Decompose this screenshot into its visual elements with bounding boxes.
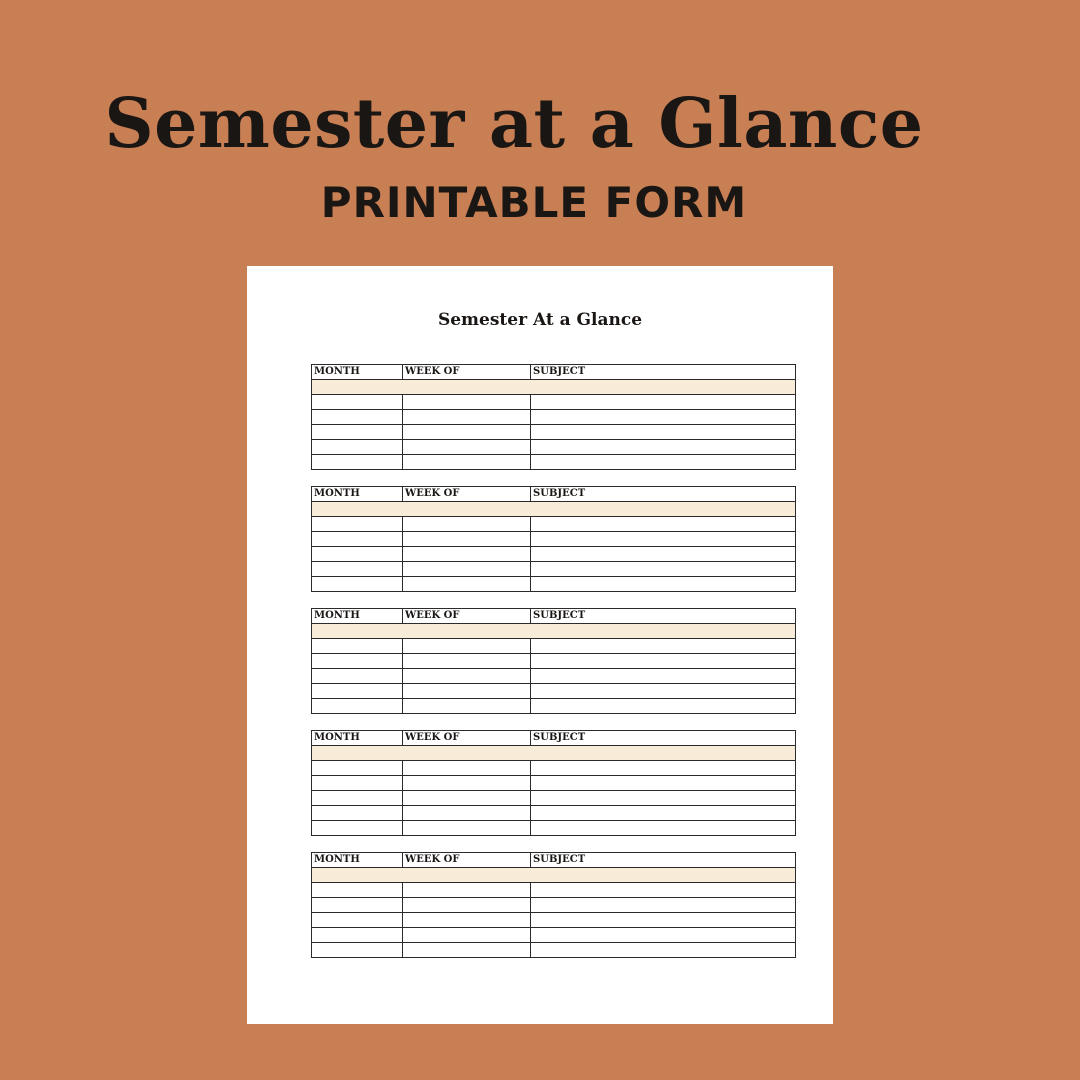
week-cell[interactable] xyxy=(403,547,531,562)
table-row xyxy=(312,791,796,806)
month-cell[interactable] xyxy=(312,791,403,806)
month-cell[interactable] xyxy=(312,577,403,592)
table-row xyxy=(312,761,796,776)
month-cell[interactable] xyxy=(312,455,403,470)
planner-table xyxy=(311,364,796,470)
subject-cell[interactable] xyxy=(531,517,796,532)
subject-cell[interactable] xyxy=(531,440,796,455)
week-cell[interactable] xyxy=(403,517,531,532)
printable-sheet xyxy=(247,266,833,1024)
header-row xyxy=(312,365,796,380)
week-cell[interactable] xyxy=(403,654,531,669)
band-cell[interactable] xyxy=(312,380,796,395)
subject-header: SUBJECT xyxy=(531,609,796,624)
week-cell[interactable] xyxy=(403,943,531,958)
subject-cell[interactable] xyxy=(531,943,796,958)
banner-title: Semester at a Glance xyxy=(104,84,924,164)
planner-table xyxy=(311,486,796,592)
month-cell[interactable] xyxy=(312,517,403,532)
band-cell[interactable] xyxy=(312,746,796,761)
planner-table xyxy=(311,730,796,836)
month-header: MONTH xyxy=(312,853,403,868)
week-cell[interactable] xyxy=(403,883,531,898)
week-cell[interactable] xyxy=(403,928,531,943)
subject-cell[interactable] xyxy=(531,776,796,791)
week-cell[interactable] xyxy=(403,913,531,928)
table-row xyxy=(312,913,796,928)
band-cell[interactable] xyxy=(312,502,796,517)
month-header: MONTH xyxy=(312,365,403,380)
table-row xyxy=(312,806,796,821)
subject-header: SUBJECT xyxy=(531,853,796,868)
subject-cell[interactable] xyxy=(531,791,796,806)
month-cell[interactable] xyxy=(312,440,403,455)
subject-cell[interactable] xyxy=(531,577,796,592)
highlight-band xyxy=(312,502,796,517)
table-row xyxy=(312,639,796,654)
planner-block-2 xyxy=(311,486,795,592)
table-row xyxy=(312,898,796,913)
month-cell[interactable] xyxy=(312,928,403,943)
month-header: MONTH xyxy=(312,487,403,502)
table-row xyxy=(312,577,796,592)
table-row xyxy=(312,440,796,455)
month-cell[interactable] xyxy=(312,654,403,669)
month-cell[interactable] xyxy=(312,669,403,684)
subject-cell[interactable] xyxy=(531,928,796,943)
month-cell[interactable] xyxy=(312,761,403,776)
week-cell[interactable] xyxy=(403,699,531,714)
month-cell[interactable] xyxy=(312,684,403,699)
month-header: MONTH xyxy=(312,609,403,624)
table-row xyxy=(312,684,796,699)
subject-cell[interactable] xyxy=(531,547,796,562)
table-row xyxy=(312,410,796,425)
planner-block-3 xyxy=(311,608,795,714)
subject-cell[interactable] xyxy=(531,699,796,714)
table-row xyxy=(312,776,796,791)
week-of-header: WEEK OF xyxy=(403,853,531,868)
week-cell[interactable] xyxy=(403,898,531,913)
month-cell[interactable] xyxy=(312,806,403,821)
month-cell[interactable] xyxy=(312,699,403,714)
month-cell[interactable] xyxy=(312,425,403,440)
week-cell[interactable] xyxy=(403,577,531,592)
highlight-band xyxy=(312,624,796,639)
subject-cell[interactable] xyxy=(531,898,796,913)
week-cell[interactable] xyxy=(403,761,531,776)
week-of-header: WEEK OF xyxy=(403,609,531,624)
table-row xyxy=(312,455,796,470)
week-cell[interactable] xyxy=(403,776,531,791)
month-cell[interactable] xyxy=(312,639,403,654)
subject-cell[interactable] xyxy=(531,669,796,684)
month-cell[interactable] xyxy=(312,913,403,928)
week-of-header: WEEK OF xyxy=(403,731,531,746)
subject-cell[interactable] xyxy=(531,425,796,440)
month-cell[interactable] xyxy=(312,395,403,410)
month-cell[interactable] xyxy=(312,883,403,898)
week-cell[interactable] xyxy=(403,791,531,806)
subject-cell[interactable] xyxy=(531,761,796,776)
table-row xyxy=(312,821,796,836)
header-row xyxy=(312,731,796,746)
banner-subtitle: PRINTABLE FORM xyxy=(320,178,748,227)
header-row xyxy=(312,853,796,868)
subject-header: SUBJECT xyxy=(531,487,796,502)
subject-cell[interactable] xyxy=(531,639,796,654)
table-row xyxy=(312,425,796,440)
subject-cell[interactable] xyxy=(531,684,796,699)
subject-cell[interactable] xyxy=(531,532,796,547)
table-row xyxy=(312,669,796,684)
sheet-title: Semester At a Glance xyxy=(437,310,643,330)
subject-cell[interactable] xyxy=(531,410,796,425)
week-cell[interactable] xyxy=(403,669,531,684)
month-cell[interactable] xyxy=(312,821,403,836)
table-row xyxy=(312,547,796,562)
planner-block-5 xyxy=(311,852,795,958)
table-row xyxy=(312,699,796,714)
week-cell[interactable] xyxy=(403,410,531,425)
table-row xyxy=(312,654,796,669)
band-cell[interactable] xyxy=(312,868,796,883)
month-cell[interactable] xyxy=(312,562,403,577)
table-row xyxy=(312,928,796,943)
subject-cell[interactable] xyxy=(531,821,796,836)
subject-cell[interactable] xyxy=(531,806,796,821)
table-row xyxy=(312,943,796,958)
week-cell[interactable] xyxy=(403,562,531,577)
week-cell[interactable] xyxy=(403,806,531,821)
month-cell[interactable] xyxy=(312,943,403,958)
planner-table xyxy=(311,608,796,714)
header-row xyxy=(312,487,796,502)
month-cell[interactable] xyxy=(312,547,403,562)
subject-header: SUBJECT xyxy=(531,731,796,746)
subject-cell[interactable] xyxy=(531,562,796,577)
table-row xyxy=(312,883,796,898)
table-row xyxy=(312,532,796,547)
week-cell[interactable] xyxy=(403,532,531,547)
week-cell[interactable] xyxy=(403,639,531,654)
highlight-band xyxy=(312,380,796,395)
week-cell[interactable] xyxy=(403,821,531,836)
planner-block-4 xyxy=(311,730,795,836)
week-cell[interactable] xyxy=(403,425,531,440)
week-of-header: WEEK OF xyxy=(403,487,531,502)
planner-block-1 xyxy=(311,364,795,470)
week-cell[interactable] xyxy=(403,440,531,455)
week-cell[interactable] xyxy=(403,395,531,410)
header-row xyxy=(312,609,796,624)
month-header: MONTH xyxy=(312,731,403,746)
subject-cell[interactable] xyxy=(531,455,796,470)
subject-cell[interactable] xyxy=(531,913,796,928)
month-cell[interactable] xyxy=(312,898,403,913)
subject-cell[interactable] xyxy=(531,883,796,898)
week-cell[interactable] xyxy=(403,684,531,699)
table-row xyxy=(312,395,796,410)
subject-cell[interactable] xyxy=(531,654,796,669)
table-row xyxy=(312,517,796,532)
week-cell[interactable] xyxy=(403,455,531,470)
month-cell[interactable] xyxy=(312,410,403,425)
subject-cell[interactable] xyxy=(531,395,796,410)
band-cell[interactable] xyxy=(312,624,796,639)
table-row xyxy=(312,562,796,577)
month-cell[interactable] xyxy=(312,532,403,547)
week-of-header: WEEK OF xyxy=(403,365,531,380)
planner-table xyxy=(311,852,796,958)
month-cell[interactable] xyxy=(312,776,403,791)
subject-header: SUBJECT xyxy=(531,365,796,380)
highlight-band xyxy=(312,746,796,761)
highlight-band xyxy=(312,868,796,883)
